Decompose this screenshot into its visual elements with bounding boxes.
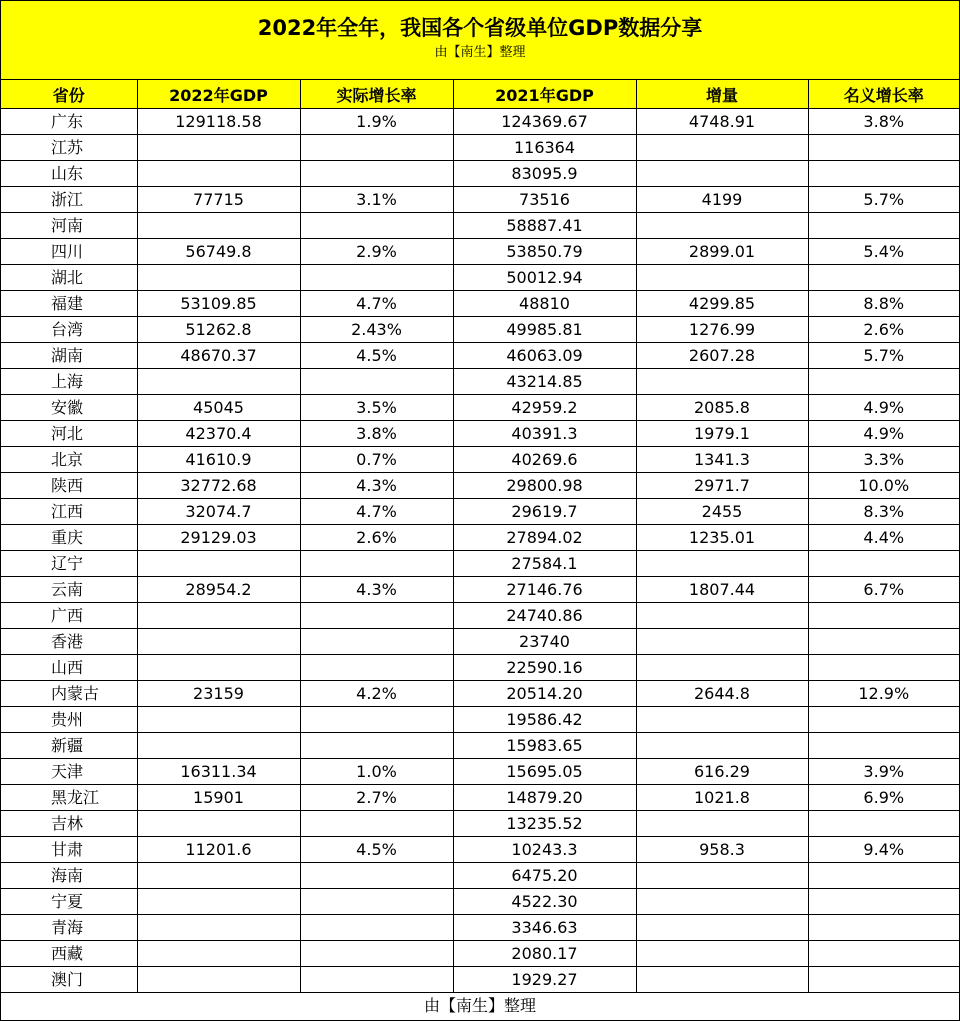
nominal-growth-cell: 5.7% (808, 343, 959, 369)
nominal-growth-cell (808, 265, 959, 291)
increase-cell (636, 863, 808, 889)
real-growth-cell (300, 863, 453, 889)
table-row (1, 109, 959, 135)
table-row (1, 473, 959, 499)
province-cell: 河南 (1, 213, 137, 239)
gdp-2021-cell: 50012.94 (453, 265, 636, 291)
gdp-2022-cell: 53109.85 (137, 291, 300, 317)
increase-cell: 958.3 (636, 837, 808, 863)
increase-cell (636, 265, 808, 291)
table-row (1, 213, 959, 239)
real-growth-cell (300, 369, 453, 395)
nominal-growth-cell: 3.8% (808, 109, 959, 135)
province-cell: 吉林 (1, 811, 137, 837)
nominal-growth-cell: 5.4% (808, 239, 959, 265)
gdp-2022-cell (137, 135, 300, 161)
real-growth-cell: 2.6% (300, 525, 453, 551)
gdp-2021-cell: 83095.9 (453, 161, 636, 187)
increase-cell: 2971.7 (636, 473, 808, 499)
increase-cell (636, 213, 808, 239)
real-growth-cell: 2.43% (300, 317, 453, 343)
table-row (1, 317, 959, 343)
gdp-2022-cell (137, 707, 300, 733)
gdp-2022-cell (137, 655, 300, 681)
nominal-growth-cell: 8.3% (808, 499, 959, 525)
gdp-2022-cell (137, 941, 300, 967)
province-cell: 上海 (1, 369, 137, 395)
gdp-2021-cell: 6475.20 (453, 863, 636, 889)
increase-cell (636, 733, 808, 759)
nominal-growth-cell (808, 655, 959, 681)
province-cell: 重庆 (1, 525, 137, 551)
page-subtitle: 由【南生】整理 (434, 45, 526, 60)
nominal-growth-cell: 6.7% (808, 577, 959, 603)
real-growth-cell: 1.9% (300, 109, 453, 135)
gdp-2022-cell: 51262.8 (137, 317, 300, 343)
gdp-2022-cell: 23159 (137, 681, 300, 707)
column-header-increase: 增量 (636, 80, 808, 109)
real-growth-cell: 2.7% (300, 785, 453, 811)
nominal-growth-cell (808, 603, 959, 629)
table-row (1, 447, 959, 473)
gdp-2022-cell: 45045 (137, 395, 300, 421)
real-growth-cell: 4.3% (300, 473, 453, 499)
gdp-2022-cell (137, 551, 300, 577)
gdp-2022-cell (137, 629, 300, 655)
real-growth-cell (300, 889, 453, 915)
table-row (1, 291, 959, 317)
increase-cell: 1021.8 (636, 785, 808, 811)
nominal-growth-cell: 6.9% (808, 785, 959, 811)
table-row (1, 785, 959, 811)
gdp-2021-cell: 29800.98 (453, 473, 636, 499)
province-cell: 台湾 (1, 317, 137, 343)
gdp-2021-cell: 27146.76 (453, 577, 636, 603)
province-cell: 海南 (1, 863, 137, 889)
province-cell: 山西 (1, 655, 137, 681)
nominal-growth-cell (808, 213, 959, 239)
header-row (1, 80, 959, 109)
increase-cell: 2085.8 (636, 395, 808, 421)
province-cell: 江西 (1, 499, 137, 525)
table-row (1, 421, 959, 447)
table-row (1, 941, 959, 967)
province-cell: 宁夏 (1, 889, 137, 915)
table-row (1, 343, 959, 369)
gdp-2022-cell (137, 265, 300, 291)
gdp-2022-cell: 32772.68 (137, 473, 300, 499)
gdp-2021-cell: 14879.20 (453, 785, 636, 811)
gdp-table (1, 80, 959, 993)
gdp-2022-cell (137, 733, 300, 759)
province-cell: 广西 (1, 603, 137, 629)
gdp-2021-cell: 27894.02 (453, 525, 636, 551)
increase-cell: 2607.28 (636, 343, 808, 369)
real-growth-cell (300, 733, 453, 759)
nominal-growth-cell (808, 161, 959, 187)
increase-cell: 1979.1 (636, 421, 808, 447)
nominal-growth-cell (808, 707, 959, 733)
real-growth-cell (300, 811, 453, 837)
gdp-2022-cell (137, 811, 300, 837)
gdp-2022-cell (137, 967, 300, 993)
gdp-2021-cell: 48810 (453, 291, 636, 317)
nominal-growth-cell (808, 733, 959, 759)
table-row (1, 733, 959, 759)
gdp-2021-cell: 2080.17 (453, 941, 636, 967)
nominal-growth-cell: 2.6% (808, 317, 959, 343)
table-row (1, 369, 959, 395)
gdp-2021-cell: 4522.30 (453, 889, 636, 915)
province-cell: 湖南 (1, 343, 137, 369)
real-growth-cell: 4.7% (300, 499, 453, 525)
nominal-growth-cell: 10.0% (808, 473, 959, 499)
gdp-2022-cell (137, 889, 300, 915)
increase-cell (636, 707, 808, 733)
gdp-2021-cell: 27584.1 (453, 551, 636, 577)
table-row (1, 525, 959, 551)
increase-cell (636, 603, 808, 629)
table-row (1, 863, 959, 889)
real-growth-cell (300, 603, 453, 629)
real-growth-cell (300, 655, 453, 681)
increase-cell (636, 915, 808, 941)
page-title: 2022年全年，我国各个省级单位GDP数据分享 (257, 16, 703, 40)
gdp-2021-cell: 58887.41 (453, 213, 636, 239)
province-cell: 天津 (1, 759, 137, 785)
gdp-2022-cell (137, 369, 300, 395)
table-row (1, 499, 959, 525)
gdp-2021-cell: 124369.67 (453, 109, 636, 135)
increase-cell: 4199 (636, 187, 808, 213)
nominal-growth-cell (808, 629, 959, 655)
real-growth-cell (300, 707, 453, 733)
increase-cell (636, 811, 808, 837)
nominal-growth-cell: 4.9% (808, 421, 959, 447)
increase-cell: 1276.99 (636, 317, 808, 343)
gdp-2022-cell: 28954.2 (137, 577, 300, 603)
gdp-2021-cell: 13235.52 (453, 811, 636, 837)
increase-cell (636, 551, 808, 577)
increase-cell (636, 941, 808, 967)
real-growth-cell: 3.5% (300, 395, 453, 421)
real-growth-cell (300, 941, 453, 967)
real-growth-cell: 2.9% (300, 239, 453, 265)
real-growth-cell (300, 265, 453, 291)
gdp-2021-cell: 73516 (453, 187, 636, 213)
nominal-growth-cell: 3.9% (808, 759, 959, 785)
gdp-2021-cell: 20514.20 (453, 681, 636, 707)
gdp-2022-cell: 77715 (137, 187, 300, 213)
nominal-growth-cell: 4.4% (808, 525, 959, 551)
table-row (1, 707, 959, 733)
real-growth-cell: 1.0% (300, 759, 453, 785)
gdp-2021-cell: 42959.2 (453, 395, 636, 421)
table-row (1, 265, 959, 291)
nominal-growth-cell (808, 941, 959, 967)
gdp-2021-cell: 10243.3 (453, 837, 636, 863)
real-growth-cell (300, 135, 453, 161)
province-cell: 香港 (1, 629, 137, 655)
gdp-2021-cell: 53850.79 (453, 239, 636, 265)
province-cell: 辽宁 (1, 551, 137, 577)
gdp-2022-cell (137, 161, 300, 187)
increase-cell (636, 369, 808, 395)
nominal-growth-cell: 9.4% (808, 837, 959, 863)
real-growth-cell: 4.5% (300, 343, 453, 369)
increase-cell (636, 967, 808, 993)
nominal-growth-cell (808, 369, 959, 395)
nominal-growth-cell: 4.9% (808, 395, 959, 421)
column-header-real-growth: 实际增长率 (300, 80, 453, 109)
increase-cell (636, 135, 808, 161)
real-growth-cell: 4.3% (300, 577, 453, 603)
table-row (1, 811, 959, 837)
gdp-2021-cell: 1929.27 (453, 967, 636, 993)
nominal-growth-cell: 8.8% (808, 291, 959, 317)
gdp-2021-cell: 40269.6 (453, 447, 636, 473)
gdp-2021-cell: 3346.63 (453, 915, 636, 941)
gdp-2021-cell: 116364 (453, 135, 636, 161)
increase-cell: 4299.85 (636, 291, 808, 317)
province-cell: 河北 (1, 421, 137, 447)
table-row (1, 239, 959, 265)
column-header-province: 省份 (1, 80, 137, 109)
gdp-2022-cell (137, 863, 300, 889)
province-cell: 贵州 (1, 707, 137, 733)
province-cell: 内蒙古 (1, 681, 137, 707)
province-cell: 江苏 (1, 135, 137, 161)
province-cell: 安徽 (1, 395, 137, 421)
gdp-2021-cell: 23740 (453, 629, 636, 655)
province-cell: 甘肃 (1, 837, 137, 863)
increase-cell: 2899.01 (636, 239, 808, 265)
province-cell: 新疆 (1, 733, 137, 759)
real-growth-cell (300, 629, 453, 655)
nominal-growth-cell: 12.9% (808, 681, 959, 707)
gdp-2022-cell (137, 213, 300, 239)
increase-cell: 2455 (636, 499, 808, 525)
gdp-2021-cell: 40391.3 (453, 421, 636, 447)
increase-cell: 616.29 (636, 759, 808, 785)
gdp-2022-cell: 129118.58 (137, 109, 300, 135)
increase-cell: 1807.44 (636, 577, 808, 603)
gdp-2021-cell: 46063.09 (453, 343, 636, 369)
gdp-2022-cell (137, 915, 300, 941)
province-cell: 陕西 (1, 473, 137, 499)
nominal-growth-cell (808, 863, 959, 889)
nominal-growth-cell (808, 915, 959, 941)
province-cell: 云南 (1, 577, 137, 603)
real-growth-cell: 3.1% (300, 187, 453, 213)
table-row (1, 603, 959, 629)
footer-credit: 由【南生】整理 (423, 996, 536, 1015)
table-row (1, 655, 959, 681)
title-banner (1, 1, 959, 80)
gdp-2022-cell: 16311.34 (137, 759, 300, 785)
table-row (1, 187, 959, 213)
gdp-2022-cell: 41610.9 (137, 447, 300, 473)
table-row (1, 967, 959, 993)
nominal-growth-cell (808, 967, 959, 993)
nominal-growth-cell: 5.7% (808, 187, 959, 213)
real-growth-cell (300, 213, 453, 239)
column-header-gdp-2021: 2021年GDP (453, 80, 636, 109)
gdp-2022-cell: 15901 (137, 785, 300, 811)
gdp-2021-cell: 15983.65 (453, 733, 636, 759)
nominal-growth-cell (808, 551, 959, 577)
table-row (1, 577, 959, 603)
real-growth-cell: 0.7% (300, 447, 453, 473)
nominal-growth-cell (808, 811, 959, 837)
gdp-2022-cell (137, 603, 300, 629)
gdp-2022-cell: 11201.6 (137, 837, 300, 863)
table-row (1, 837, 959, 863)
table-row (1, 551, 959, 577)
increase-cell (636, 629, 808, 655)
gdp-2021-cell: 29619.7 (453, 499, 636, 525)
real-growth-cell: 4.2% (300, 681, 453, 707)
table-body (1, 109, 959, 993)
table-row (1, 135, 959, 161)
real-growth-cell (300, 915, 453, 941)
real-growth-cell: 4.7% (300, 291, 453, 317)
province-cell: 四川 (1, 239, 137, 265)
column-header-gdp-2022: 2022年GDP (137, 80, 300, 109)
gdp-2022-cell: 42370.4 (137, 421, 300, 447)
increase-cell (636, 655, 808, 681)
real-growth-cell: 4.5% (300, 837, 453, 863)
gdp-2021-cell: 49985.81 (453, 317, 636, 343)
real-growth-cell (300, 551, 453, 577)
nominal-growth-cell (808, 889, 959, 915)
gdp-2021-cell: 43214.85 (453, 369, 636, 395)
increase-cell: 1341.3 (636, 447, 808, 473)
increase-cell (636, 889, 808, 915)
gdp-2022-cell: 56749.8 (137, 239, 300, 265)
real-growth-cell (300, 967, 453, 993)
table-row (1, 889, 959, 915)
increase-cell (636, 161, 808, 187)
province-cell: 青海 (1, 915, 137, 941)
table-row (1, 395, 959, 421)
increase-cell: 2644.8 (636, 681, 808, 707)
province-cell: 黑龙江 (1, 785, 137, 811)
province-cell: 福建 (1, 291, 137, 317)
gdp-2022-cell: 48670.37 (137, 343, 300, 369)
province-cell: 澳门 (1, 967, 137, 993)
increase-cell: 1235.01 (636, 525, 808, 551)
province-cell: 广东 (1, 109, 137, 135)
table-row (1, 161, 959, 187)
table-row (1, 629, 959, 655)
province-cell: 浙江 (1, 187, 137, 213)
table-row (1, 681, 959, 707)
gdp-2021-cell: 19586.42 (453, 707, 636, 733)
table-row (1, 915, 959, 941)
real-growth-cell: 3.8% (300, 421, 453, 447)
table-row (1, 759, 959, 785)
province-cell: 西藏 (1, 941, 137, 967)
nominal-growth-cell (808, 135, 959, 161)
column-header-nominal-growth: 名义增长率 (808, 80, 959, 109)
gdp-2021-cell: 15695.05 (453, 759, 636, 785)
real-growth-cell (300, 161, 453, 187)
increase-cell: 4748.91 (636, 109, 808, 135)
nominal-growth-cell: 3.3% (808, 447, 959, 473)
gdp-2022-cell: 32074.7 (137, 499, 300, 525)
province-cell: 山东 (1, 161, 137, 187)
gdp-2022-cell: 29129.03 (137, 525, 300, 551)
gdp-2021-cell: 24740.86 (453, 603, 636, 629)
province-cell: 北京 (1, 447, 137, 473)
province-cell: 湖北 (1, 265, 137, 291)
gdp-2021-cell: 22590.16 (453, 655, 636, 681)
